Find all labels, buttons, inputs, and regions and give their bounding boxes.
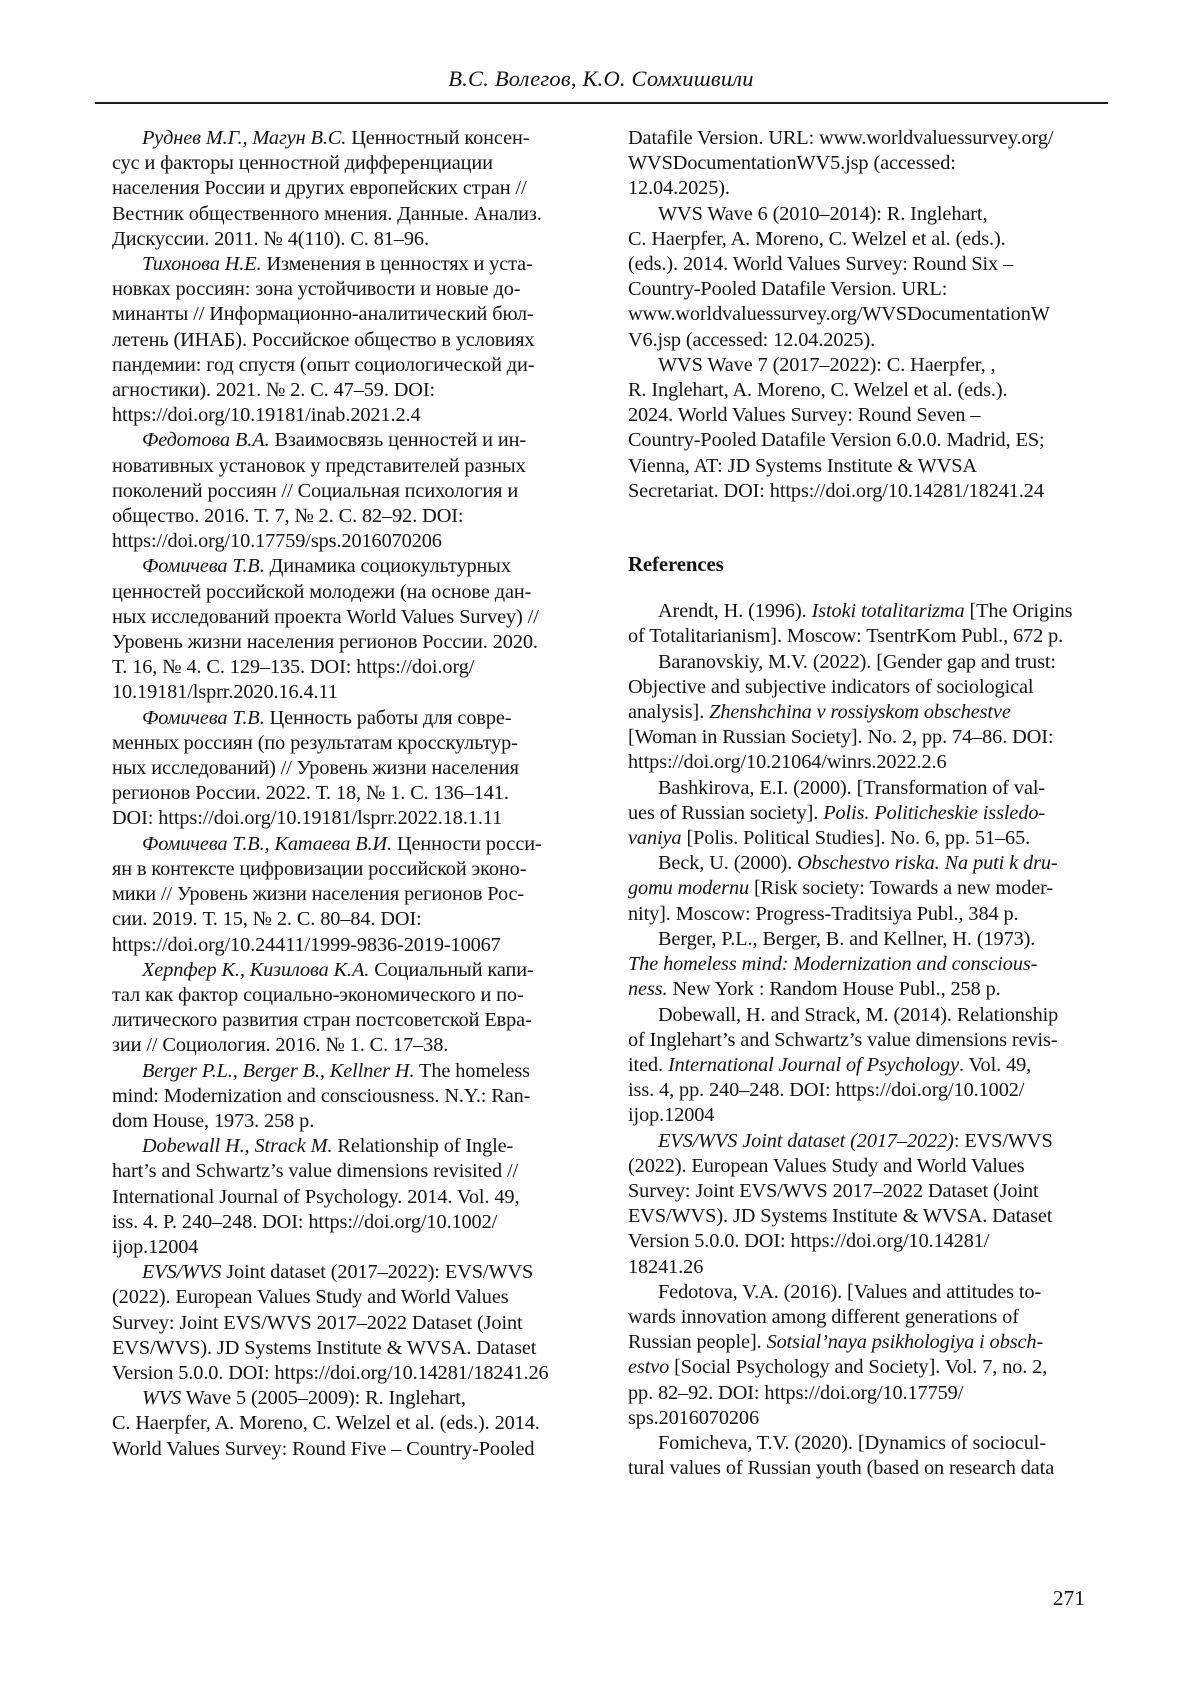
text-line	[628, 776, 1108, 801]
text-line	[112, 832, 582, 857]
text-run: тал как фактор социально-экономического и по-	[112, 983, 524, 1006]
text-run: The homeless	[414, 1059, 530, 1082]
text-line	[112, 933, 582, 958]
text-line	[628, 126, 1108, 151]
text-line	[628, 378, 1108, 403]
text-run: wards innovation among different generations of	[628, 1305, 1019, 1328]
text-line	[628, 1129, 1108, 1154]
text-line	[628, 1280, 1108, 1305]
text-line	[628, 624, 1108, 649]
text-run: www.worldvaluessurvey.org/WVSDocumentationW	[628, 303, 1050, 326]
text-run: WVS	[142, 1387, 182, 1410]
text-run: [Social Psychology and Society]. Vol. 7, no. 2,	[669, 1356, 1048, 1379]
text-line	[112, 302, 582, 327]
text-line	[628, 599, 1108, 624]
text-line	[628, 927, 1108, 952]
text-run: Beck, U. (2000).	[658, 852, 798, 875]
text-line	[112, 227, 582, 252]
text-run: Version 5.0.0. DOI: https://doi.org/10.14281/	[628, 1230, 990, 1253]
text-line	[112, 1059, 582, 1084]
text-run: of Totalitarianism]. Moscow: TsentrKom Publ., 672 p.	[628, 625, 1064, 648]
text-run: летень (ИНАБ). Российское общество в условиях	[112, 328, 535, 351]
text-run: 10.19181/lsprr.2020.16.4.11	[112, 681, 338, 704]
text-run: Berger, P.L., Berger, B. and Kellner, H. (1973).	[658, 927, 1036, 950]
text-line	[628, 1431, 1108, 1456]
text-run: pp. 82–92. DOI: https://doi.org/10.17759/	[628, 1381, 964, 1404]
text-line	[628, 952, 1108, 977]
text-run: Country-Pooled Datafile Version. URL:	[628, 278, 948, 301]
text-run: Bashkirova, E.I. (2000). [Transformation of val-	[658, 776, 1046, 799]
text-line	[628, 1204, 1108, 1229]
text-line	[112, 1159, 582, 1184]
text-line	[628, 1229, 1108, 1254]
text-line	[628, 675, 1108, 700]
text-run: Взаимосвязь ценностей и ин-	[269, 429, 526, 452]
text-run: (eds.). 2014. World Values Survey: Round Six –	[628, 253, 1014, 276]
text-line	[112, 1386, 582, 1411]
text-run: International Journal of Psychology. 2014. Vol. 49,	[112, 1185, 520, 1208]
text-run: Istoki totalitarizma	[811, 600, 965, 623]
text-run: регионов России. 2022. Т. 18, № 1. С. 136–141.	[112, 782, 509, 805]
text-run: Херпфер К., Кизилова К.А.	[142, 958, 370, 981]
text-run: https://doi.org/10.19181/inab.2021.2.4	[112, 404, 421, 427]
running-head: В.С. Волегов, К.О. Сомхишвили	[448, 66, 754, 91]
text-line	[112, 1235, 582, 1260]
text-run: Country-Pooled Datafile Version 6.0.0. Madrid, ES;	[628, 429, 1045, 452]
text-line	[112, 1210, 582, 1235]
text-run: агностики). 2021. № 2. С. 47–59. DOI:	[112, 379, 436, 402]
text-run: EVS/WVS	[142, 1261, 222, 1284]
text-line	[628, 1028, 1108, 1053]
text-run: Т. 16, № 4. С. 129–135. DOI: https://doi.org/	[112, 656, 475, 679]
text-line	[112, 605, 582, 630]
text-run: (2022). European Values Study and World Values	[628, 1154, 1025, 1177]
text-run: WVS Wave 7 (2017–2022): C. Haerpfer, ,	[658, 353, 996, 376]
text-run: Ценностный консен-	[346, 127, 530, 149]
text-run: литического развития стран постсоветской Евра-	[112, 1009, 532, 1032]
text-line	[112, 454, 582, 479]
text-run: Dobewall H., Strack M.	[142, 1135, 333, 1158]
text-run: 18241.26	[628, 1255, 704, 1278]
text-run: V6.jsp (accessed: 12.04.2025).	[628, 328, 876, 351]
right-column	[628, 126, 1108, 1481]
text-run: Zhenshchina v rossiyskom obschestve	[709, 701, 1011, 724]
text-run: hart’s and Schwartz’s value dimensions revisited //	[112, 1160, 519, 1183]
text-line	[628, 302, 1108, 327]
text-line	[112, 504, 582, 529]
text-run: ited.	[628, 1053, 668, 1076]
left-column	[112, 126, 582, 1462]
text-line	[628, 1381, 1108, 1406]
text-line	[628, 650, 1108, 675]
text-run: [Woman in Russian Society]. No. 2, pp. 74–86. DOI:	[628, 726, 1054, 749]
text-line	[628, 252, 1108, 277]
text-line	[628, 202, 1108, 227]
text-run: Sotsial’naya psikhologiya i obsch-	[766, 1331, 1044, 1354]
text-line	[112, 554, 582, 579]
text-line	[628, 1103, 1108, 1128]
text-line	[112, 1185, 582, 1210]
text-run: DOI: https://doi.org/10.19181/lsprr.2022.18.1.11	[112, 807, 503, 830]
text-line	[628, 479, 1108, 504]
text-line	[628, 1154, 1108, 1179]
text-line	[112, 1437, 582, 1462]
text-run: Dobewall, H. and Strack, M. (2014). Relationship	[658, 1003, 1059, 1026]
text-run: ных исследований проекта World Values Survey) //	[112, 605, 539, 628]
text-line	[628, 353, 1108, 378]
text-line	[112, 126, 582, 151]
text-run: C. Haerpfer, A. Moreno, C. Welzel et al. (eds.). 2014.	[112, 1412, 540, 1435]
text-run: Федотова В.А.	[142, 429, 270, 452]
text-run: Дискуссии. 2011. № 4(110). С. 81–96.	[112, 227, 429, 250]
text-line	[112, 1311, 582, 1336]
text-line	[112, 353, 582, 378]
text-run: пандемии: год спустя (опыт социологической ди-	[112, 353, 535, 376]
text-line	[112, 1361, 582, 1386]
text-run: Ценность работы для совре-	[264, 706, 512, 729]
text-run: Социальный капи-	[369, 958, 534, 981]
text-run: C. Haerpfer, A. Moreno, C. Welzel et al. (eds.).	[628, 227, 1006, 250]
text-run: analysis].	[628, 701, 710, 724]
text-run: nity]. Moscow: Progress-Traditsiya Publ., 384 p.	[628, 902, 1019, 925]
text-run: iss. 4, pp. 240–248. DOI: https://doi.org/10.1002/	[628, 1079, 1025, 1102]
text-line	[112, 1033, 582, 1058]
text-line	[112, 907, 582, 932]
text-line	[112, 1336, 582, 1361]
text-line	[112, 252, 582, 277]
text-line	[112, 529, 582, 554]
text-run: [Polis. Political Studies]. No. 6, pp. 51–65.	[681, 827, 1031, 850]
text-line	[112, 151, 582, 176]
text-run: Objective and subjective indicators of sociological	[628, 675, 1034, 698]
text-line	[628, 1355, 1108, 1380]
text-run: Тихонова Н.Е.	[142, 253, 262, 276]
text-line	[628, 277, 1108, 302]
text-run: Фомичева Т.В., Катаева В.И.	[142, 832, 392, 855]
text-run: [Risk society: Towards a new moder-	[749, 877, 1054, 900]
text-line	[112, 403, 582, 428]
text-run: EVS/WVS). JD Systems Institute & WVSA. Dataset	[628, 1205, 1053, 1228]
text-line	[628, 801, 1108, 826]
text-line	[112, 1008, 582, 1033]
text-run: сус и факторы ценностной дифференциации	[112, 152, 493, 175]
text-run: Fedotova, V.A. (2016). [Values and attitudes to-	[658, 1280, 1042, 1303]
text-run: . Vol. 49,	[959, 1053, 1032, 1076]
text-line	[112, 1084, 582, 1109]
text-line	[628, 826, 1108, 851]
text-line	[112, 781, 582, 806]
text-run: International Journal of Psychology	[667, 1053, 960, 1076]
text-run: Wave 5 (2005–2009): R. Inglehart,	[181, 1387, 466, 1410]
text-run: ijop.12004	[628, 1104, 715, 1127]
text-line	[628, 1179, 1108, 1204]
text-line	[628, 725, 1108, 750]
text-line	[112, 630, 582, 655]
text-line	[112, 1109, 582, 1134]
text-line	[112, 1134, 582, 1159]
text-line	[628, 1078, 1108, 1103]
text-run: Obschestvo riska. Na puti k dru-	[797, 852, 1058, 875]
text-line	[628, 1003, 1108, 1028]
text-run: ness.	[628, 978, 668, 1001]
text-line	[112, 1411, 582, 1436]
text-run: vaniya	[628, 827, 682, 850]
text-line	[628, 1255, 1108, 1280]
text-line	[112, 882, 582, 907]
text-run: sps.2016070206	[628, 1406, 760, 1429]
text-run: Relationship of Ingle-	[332, 1135, 514, 1158]
text-line	[628, 851, 1108, 876]
text-run: Изменения в ценностях и уста-	[261, 253, 533, 276]
text-run: iss. 4. P. 240–248. DOI: https://doi.org/10.1002/	[112, 1210, 498, 1233]
text-run: https://doi.org/10.21064/winrs.2022.2.6	[628, 751, 947, 774]
text-run: Joint dataset (2017–2022): EVS/WVS	[221, 1261, 534, 1284]
text-run: ных исследований) // Уровень жизни населения	[112, 757, 519, 780]
text-run: Руднев М.Г., Магун В.С.	[142, 127, 347, 149]
text-run: Polis. Politicheskie issledo-	[823, 801, 1046, 824]
text-run: ijop.12004	[112, 1235, 199, 1258]
text-run: The homeless mind: Modernization and conscious-	[628, 953, 1038, 976]
text-run: ценностей российской молодежи (на основе дан-	[112, 580, 532, 603]
text-line	[112, 655, 582, 680]
text-run: Berger P.L., Berger B., Kellner H.	[142, 1059, 415, 1082]
text-line	[628, 1330, 1108, 1355]
text-line	[112, 1285, 582, 1310]
text-run: поколений россиян // Социальная психология и	[112, 479, 519, 502]
text-run: менных россиян (по результатам кросскультур-	[112, 731, 518, 754]
text-line	[628, 1406, 1108, 1431]
text-run: Уровень жизни населения регионов России. 2020.	[112, 631, 538, 654]
text-run: References	[628, 553, 724, 577]
text-run: Survey: Joint EVS/WVS 2017–2022 Dataset (Joint	[112, 1311, 523, 1334]
text-run: dom House, 1973. 258 p.	[112, 1109, 315, 1132]
text-line	[112, 277, 582, 302]
page-number: 271	[1052, 1586, 1085, 1610]
text-line	[628, 151, 1108, 176]
text-run: новативных установок у представителей разных	[112, 454, 526, 477]
text-run: 2024. World Values Survey: Round Seven –	[628, 404, 981, 427]
text-run: Russian people].	[628, 1331, 767, 1354]
text-run: общество. 2016. Т. 7, № 2. С. 82–92. DOI:	[112, 505, 464, 528]
text-run: (2022). European Values Study and World Values	[112, 1286, 509, 1309]
text-line	[628, 876, 1108, 901]
text-run: mind: Modernization and consciousness. N.Y.: Ran-	[112, 1084, 531, 1107]
text-run: Secretariat. DOI: https://doi.org/10.14281/18241.24	[628, 479, 1044, 502]
text-line	[112, 983, 582, 1008]
text-line	[112, 428, 582, 453]
text-run: https://doi.org/10.24411/1999-9836-2019-10067	[112, 933, 501, 956]
text-run: estvo	[628, 1356, 670, 1379]
text-run: https://doi.org/10.17759/sps.2016070206	[112, 530, 442, 553]
references-heading	[628, 552, 1108, 577]
text-run: Arendt, H. (1996).	[658, 600, 812, 623]
text-run: New York : Random House Publ., 258 p.	[667, 978, 1001, 1001]
text-line	[112, 806, 582, 831]
text-run: Datafile Version. URL: www.worldvaluessurvey.org/	[628, 127, 1054, 149]
text-run: WVS Wave 6 (2010–2014): R. Inglehart,	[658, 202, 988, 225]
text-run: Fomicheva, T.V. (2020). [Dynamics of sociocul-	[658, 1431, 1046, 1454]
text-line	[112, 479, 582, 504]
text-run: ues of Russian society].	[628, 801, 824, 824]
text-run: Vienna, AT: JD Systems Institute & WVSA	[628, 454, 977, 477]
text-line	[112, 680, 582, 705]
text-line	[628, 1053, 1108, 1078]
text-line	[628, 977, 1108, 1002]
text-run: [The Origins	[964, 600, 1073, 623]
text-run: : EVS/WVS	[953, 1129, 1053, 1152]
text-run: EVS/WVS). JD Systems Institute & WVSA. Dataset	[112, 1336, 537, 1359]
text-run: tural values of Russian youth (based on research data	[628, 1457, 1055, 1480]
text-run: of Inglehart’s and Schwartz’s value dimensions revis-	[628, 1028, 1058, 1051]
text-line	[112, 378, 582, 403]
text-run: R. Inglehart, A. Moreno, C. Welzel et al. (eds.).	[628, 379, 1008, 402]
text-line	[628, 902, 1108, 927]
text-run: новках россиян: зона устойчивости и новые до-	[112, 278, 521, 301]
text-run: WVSDocumentationWV5.jsp (accessed:	[628, 152, 956, 175]
text-line	[628, 1456, 1108, 1481]
text-line	[628, 227, 1108, 252]
text-run: Version 5.0.0. DOI: https://doi.org/10.14281/18241.26	[112, 1361, 549, 1384]
text-run: Вестник общественного мнения. Данные. Анализ.	[112, 202, 542, 225]
text-line	[112, 756, 582, 781]
text-run: сии. 2019. Т. 15, № 2. С. 80–84. DOI:	[112, 908, 422, 931]
text-run: Survey: Joint EVS/WVS 2017–2022 Dataset (Joint	[628, 1179, 1039, 1202]
text-run: 12.04.2025).	[628, 177, 730, 200]
text-run: Динамика социокультурных	[264, 555, 511, 578]
text-line	[628, 454, 1108, 479]
text-line	[112, 176, 582, 201]
text-run: Ценности росси-	[391, 832, 542, 855]
text-run: зии // Социология. 2016. № 1. С. 17–38.	[112, 1034, 449, 1057]
text-run: населения России и других европейских стран //	[112, 177, 527, 200]
header-rule	[95, 102, 1108, 104]
text-line	[112, 958, 582, 983]
text-run: Фомичева Т.В.	[142, 555, 265, 578]
text-line	[112, 706, 582, 731]
text-line	[628, 328, 1108, 353]
text-line	[628, 403, 1108, 428]
text-line	[112, 580, 582, 605]
text-line	[112, 328, 582, 353]
text-run: gomu modernu	[628, 877, 750, 900]
text-run: World Values Survey: Round Five – Country-Pooled	[112, 1437, 535, 1460]
text-run: минанты // Информационно-аналитический бюл-	[112, 303, 534, 326]
text-line	[628, 700, 1108, 725]
text-line	[628, 1305, 1108, 1330]
text-run: Baranovskiy, M.V. (2022). [Gender gap and trust:	[658, 650, 1056, 673]
text-line	[628, 176, 1108, 201]
text-run: ян в контексте цифровизации российской эконо-	[112, 857, 527, 880]
text-run: Фомичева Т.В.	[142, 706, 265, 729]
text-line	[112, 202, 582, 227]
text-line	[628, 428, 1108, 453]
text-run: мики // Уровень жизни населения регионов Рос-	[112, 883, 525, 906]
text-line	[112, 731, 582, 756]
text-run: EVS/WVS Joint dataset (2017–2022)	[658, 1129, 954, 1152]
text-line	[112, 857, 582, 882]
text-line	[112, 1260, 582, 1285]
text-line	[628, 750, 1108, 775]
